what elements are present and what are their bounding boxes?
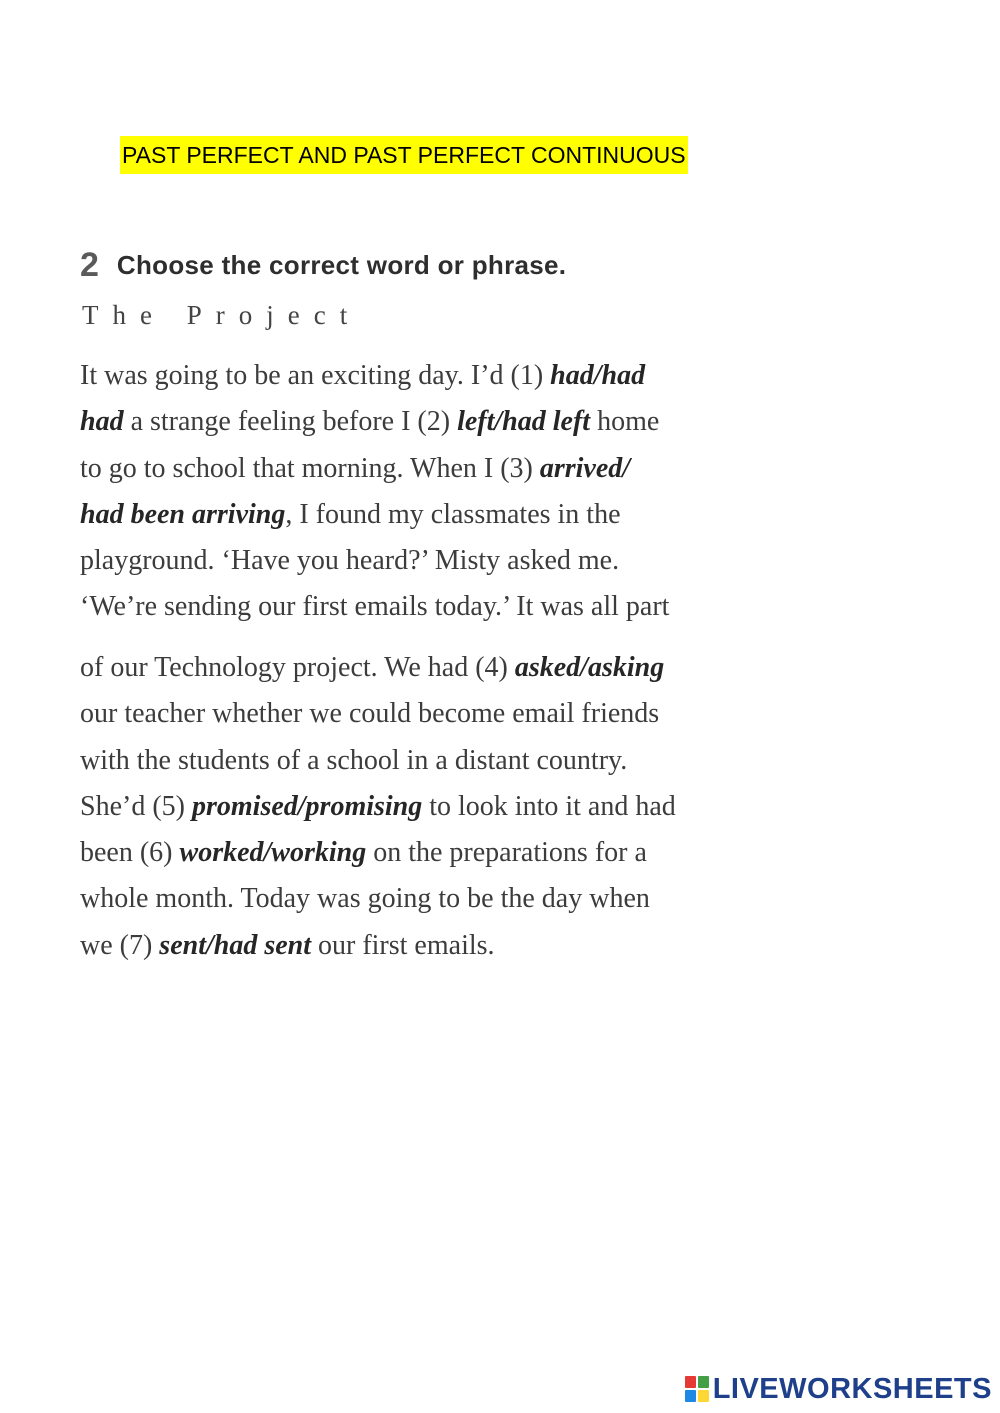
exercise-header xyxy=(80,240,566,290)
text-line xyxy=(80,446,840,492)
text-line xyxy=(80,399,840,445)
text-line xyxy=(80,492,840,538)
text-segment: our teacher whether we could become email friends xyxy=(80,698,660,730)
text-segment: been (6) xyxy=(80,837,180,869)
answer-choice: left/had left xyxy=(457,406,591,438)
text-segment: on the preparations for a xyxy=(366,837,647,869)
text-segment: whole month. Today was going to be the day when xyxy=(80,883,650,915)
text-line xyxy=(80,738,840,784)
liveworksheets-logo-icon xyxy=(685,1376,709,1402)
story-paragraph-2 xyxy=(80,645,840,969)
text-segment: to look into it and had xyxy=(422,790,676,822)
answer-choice: asked/asking xyxy=(514,652,665,683)
exercise-number: 2 xyxy=(80,245,99,284)
text-segment: ‘We’re sending our first emails today.’ It was all part xyxy=(80,591,670,623)
text-segment: with the students of a school in a distant country. xyxy=(80,744,628,776)
text-segment: playground. ‘Have you heard?’ Misty asked me. xyxy=(80,545,620,577)
text-segment: It was going to be an exciting day. I’d (1) xyxy=(80,360,551,391)
answer-choice: had xyxy=(80,406,124,438)
answer-choice: sent/had sent xyxy=(159,929,311,961)
text-line xyxy=(80,353,840,399)
text-line xyxy=(80,876,840,922)
liveworksheets-brand xyxy=(685,1369,992,1409)
answer-choice: had been arriving xyxy=(80,498,286,530)
text-line xyxy=(80,584,840,630)
answer-choice: promised/promising xyxy=(191,790,423,822)
text-segment: to go to school that morning. When I (3) xyxy=(80,452,540,484)
story-paragraph-1 xyxy=(80,353,840,631)
text-segment: we (7) xyxy=(80,929,160,961)
worksheet-heading: PAST PERFECT AND PAST PERFECT CONTINUOUS xyxy=(120,136,688,174)
brand-name: LIVEWORKSHEETS xyxy=(712,1372,992,1405)
text-line xyxy=(80,645,840,691)
text-segment: a strange feeling before I (2) xyxy=(123,406,458,438)
answer-choice: had/had xyxy=(550,360,646,391)
text-line xyxy=(80,538,840,584)
text-line xyxy=(80,830,840,876)
text-segment: our first emails. xyxy=(311,929,495,961)
text-line xyxy=(80,784,840,830)
text-line xyxy=(80,691,840,737)
text-segment: of our Technology project. We had (4) xyxy=(80,652,515,683)
text-segment: home xyxy=(590,406,660,438)
text-segment: She’d (5) xyxy=(80,790,192,822)
story-title: The Project xyxy=(82,300,362,330)
answer-choice: worked/working xyxy=(179,837,367,869)
text-segment: , I found my classmates in the xyxy=(285,498,621,530)
exercise-instruction: Choose the correct word or phrase. xyxy=(116,249,567,280)
answer-choice: arrived/ xyxy=(539,452,631,484)
text-line xyxy=(80,923,840,969)
